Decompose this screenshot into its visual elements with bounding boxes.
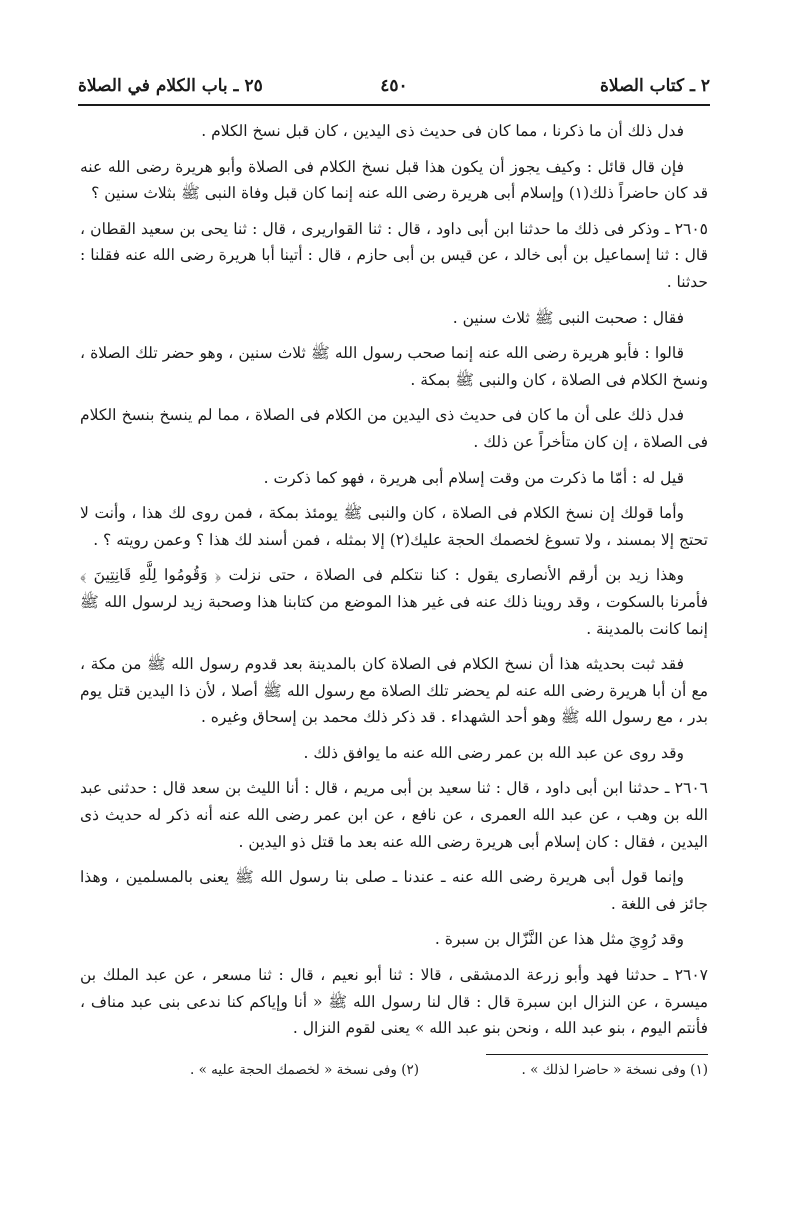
hadith-2605: ٢٦٠٥ ـ وذكر فى ذلك ما حدثنا ابن أبى داود ، قال : ثنا القواريرى ، قال : ثنا يحى بن سعيد القطان ، قال : ثنا إسماعيل بن أبى خالد ، عن قيس بن أبى حازم ، قال : أتينا أبا هريرة رضى الله عنه فقلنا : حدثنا . bbox=[80, 219, 708, 291]
book-title: ٢ ـ كتاب الصلاة bbox=[600, 76, 710, 96]
paragraph: وأما قولك إن نسخ الكلام فى الصلاة ، كان والنبى ﷺ يومئذ بمكة ، فمن روى لك هذا ، وأنت لا تحتج إلا بمسند ، ولا تسوغ لخصمك الحجة عليك(٢) إلا بمثله ، فمن أسند لك هذا ؟ وعمن رويته ؟ . bbox=[80, 504, 708, 549]
body-text bbox=[80, 118, 708, 1051]
paragraph: قالوا : فأبو هريرة رضى الله عنه إنما صحب رسول الله ﷺ ثلاث سنين ، وهو حضر تلك الصلاة ، ونسخ الكلام فى الصلاة ، كان والنبى ﷺ بمكة . bbox=[80, 344, 708, 389]
paragraph: قيل له : أمّا ما ذكرت من وقت إسلام أبى هريرة ، فهو كما ذكرت . bbox=[263, 468, 684, 487]
header-rule bbox=[78, 104, 710, 106]
paragraph: فقد ثبت بحديثه هذا أن نسخ الكلام فى الصلاة كان بالمدينة بعد قدوم رسول الله ﷺ من مكة ، مع أن أبا هريرة رضى الله عنه لم يحضر تلك الصلاة مع رسول الله ﷺ أصلا ، لأن ذا اليدين قتل يوم بدر ، مع رسول الله ﷺ وهو أحد الشهداء . قد ذكر ذلك محمد بن إسحاق وغيره . bbox=[80, 655, 708, 727]
footnote-2: (٢) وفى نسخة « لخصمك الحجة عليه » . bbox=[190, 1062, 420, 1078]
paragraph: فقال : صحبت النبى ﷺ ثلاث سنين . bbox=[452, 308, 684, 327]
hadith-2606: ٢٦٠٦ ـ حدثنا ابن أبى داود ، قال : ثنا سعيد بن أبى مريم ، قال : أنا الليث بن سعد قال : حدثنى عبد الله بن وهب ، عن عبد الله العمرى ، عن نافع ، عن ابن عمر رضى الله عنه أنه ذكر له حديث ذى اليدين ، فقال : كان إسلام أبى هريرة رضى الله عنه بعد ما قتل ذو اليدين . bbox=[80, 779, 708, 851]
footnotes bbox=[190, 1062, 708, 1078]
paragraph: وهذا زيد بن أرقم الأنصارى يقول : كنا نتكلم فى الصلاة ، حتى نزلت ﴿ وَقُومُوا لِلَّهِ قَانِتِينَ ﴾ فأمرنا بالسكوت ، وقد روينا ذلك عنه فى غير هذا الموضع من كتابنا هذا وصحبة زيد لرسول الله ﷺ إنما كانت بالمدينة . bbox=[80, 566, 708, 638]
paragraph: فإن قال قائل : وكيف يجوز أن يكون هذا قبل نسخ الكلام فى الصلاة وأبو هريرة رضى الله عنه قد كان حاضراً ذلك(١) وإسلام أبى هريرة رضى الله عنه إنما كان قبل وفاة النبى ﷺ بثلاث سنين ؟ bbox=[80, 157, 708, 203]
paragraph: فدل ذلك على أن ما كان فى حديث ذى اليدين من الكلام فى الصلاة ، مما لم ينسخ بنسخ الكلام فى الصلاة ، إن كان متأخراً عن ذلك . bbox=[80, 406, 708, 451]
chapter-title: ٢٥ ـ باب الكلام في الصلاة bbox=[78, 76, 263, 96]
page-number: ٤٥٠ bbox=[380, 76, 408, 96]
paragraph: وإنما قول أبى هريرة رضى الله عنه ـ عندنا ـ صلى بنا رسول الله ﷺ يعنى بالمسلمين ، وهذا جائز فى اللغة . bbox=[80, 868, 708, 913]
footnote-1: (١) وفى نسخة « حاضرا لذلك » . bbox=[521, 1062, 708, 1078]
paragraph: وقد روى عن عبد الله بن عمر رضى الله عنه ما يوافق ذلك . bbox=[303, 743, 684, 762]
paragraph: فدل ذلك أن ما ذكرنا ، مما كان فى حديث ذى اليدين ، كان قبل نسخ الكلام . bbox=[201, 122, 684, 140]
hadith-2607: ٢٦٠٧ ـ حدثنا فهد وأبو زرعة الدمشقى ، قالا : ثنا أبو نعيم ، قال : ثنا مسعر ، عن عبد الملك بن ميسرة ، عن النزال ابن سبرة قال : قال لنا رسول الله ﷺ « أنا وإياكم كنا ندعى بنى عبد مناف ، فأنتم اليوم ، بنو عبد الله ، ونحن بنو عبد الله » يعنى لقوم النزال . bbox=[80, 966, 708, 1038]
footnote-rule bbox=[486, 1054, 708, 1055]
paragraph: وقد رُوِيَ مثل هذا عن النَّزّال بن سبرة . bbox=[434, 930, 684, 949]
running-header bbox=[78, 72, 710, 102]
